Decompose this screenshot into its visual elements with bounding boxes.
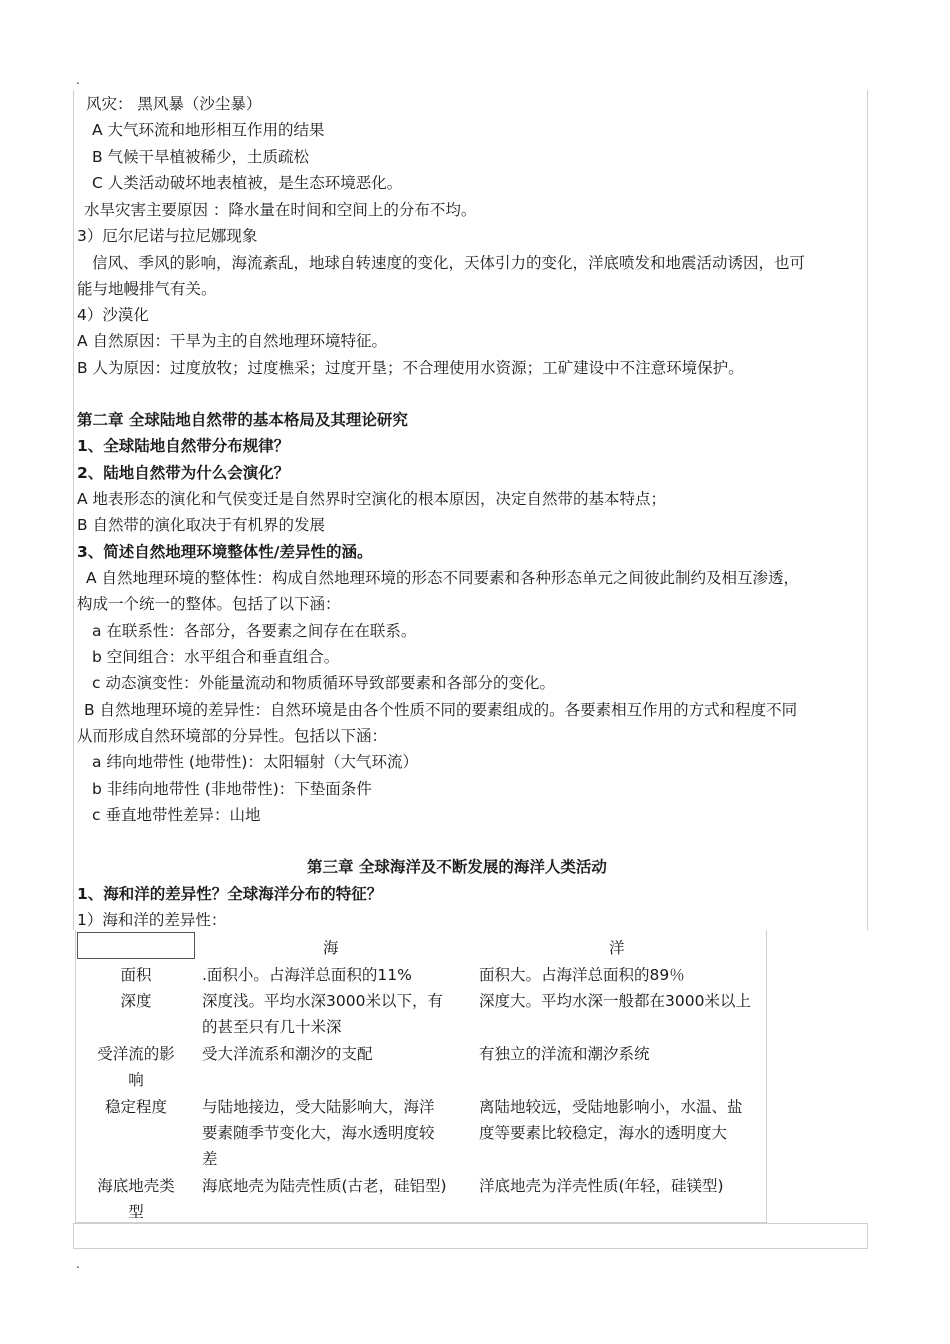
question-heading: 1、海和洋的差异性？全球海洋分布的特征？ bbox=[77, 885, 383, 903]
footer-frame bbox=[73, 1223, 868, 1249]
text-line: B 气候干旱植被稀少，土质疏松 bbox=[92, 148, 310, 166]
text-line: 4）沙漠化 bbox=[77, 306, 149, 324]
text-line: c 动态演变性：外能量流动和物质循环导致部要素和各部分的变化。 bbox=[92, 674, 555, 692]
text-line: 水旱灾害主要原因 ：降水量在时间和空间上的分布不均。 bbox=[84, 201, 477, 219]
table-cell-ocean: 洋底地壳为洋壳性质(年轻，硅镁型) bbox=[479, 1177, 724, 1195]
text-line: C 人类活动破坏地表植被，是生态环境恶化。 bbox=[92, 174, 403, 192]
table-cell-ocean: 有独立的洋流和潮汐系统 bbox=[479, 1045, 650, 1063]
table-row-label: 稳定程度 bbox=[104, 1098, 167, 1116]
page-mark-bottom: . bbox=[76, 1257, 80, 1271]
text-line: c 垂直地带性差异：山地 bbox=[92, 806, 261, 824]
chapter-heading: 第三章 全球海洋及不断发展的海洋人类活动 bbox=[307, 858, 607, 876]
text-line: 能与地幔排气有关。 bbox=[77, 280, 217, 298]
question-heading: 3、简述自然地理环境整体性/差异性的涵。 bbox=[77, 543, 373, 561]
text-line: 1）海和洋的差异性： bbox=[77, 911, 227, 929]
text-line: b 空间组合：水平组合和垂直组合。 bbox=[92, 648, 340, 666]
text-line: 风灾： 黑风暴（沙尘暴） bbox=[86, 95, 262, 113]
text-line: B 自然带的演化取决于有机界的发展 bbox=[77, 516, 326, 534]
text-line: A 地表形态的演化和气侯变迁是自然界时空演化的根本原因，决定自然带的基本特点； bbox=[77, 490, 667, 508]
table-cell-ocean: 离陆地较远，受陆地影响小，水温、盐 度等要素比较稳定，海水的透明度大 bbox=[479, 1098, 743, 1142]
table-cell-ocean: 面积大。占海洋总面积的89％ bbox=[479, 966, 685, 984]
text-line: A 自然原因：干旱为主的自然地理环境特征。 bbox=[77, 332, 388, 350]
chapter-heading: 第二章 全球陆地自然带的基本格局及其理论研究 bbox=[77, 411, 408, 429]
text-line: a 在联系性：各部分，各要素之间存在在联系。 bbox=[92, 622, 417, 640]
page-mark-top: . bbox=[76, 73, 80, 87]
table-row-label: 面积 bbox=[120, 966, 152, 984]
table-row-label: 受洋流的影 响 bbox=[97, 1045, 175, 1089]
table-header-sea: 海 bbox=[323, 939, 339, 957]
text-line: 从而形成自然环境部的分异性。包括以下涵： bbox=[77, 727, 388, 745]
table-cell-sea: 深度浅。平均水深3000米以下，有 的甚至只有几十米深 bbox=[202, 992, 443, 1036]
table-cell-sea: 海底地壳为陆壳性质(古老，硅铝型) bbox=[202, 1177, 447, 1195]
table-cell-ocean: 深度大。平均水深一般都在3000米以上 bbox=[479, 992, 751, 1010]
table-row-label: 深度 bbox=[120, 992, 152, 1010]
text-line: 信风、季风的影响，海流紊乱，地球自转速度的变化，天体引力的变化，洋底喷发和地震活动诱因，也可 bbox=[92, 254, 806, 272]
text-line: B 自然地理环境的差异性：自然环境是由各个性质不同的要素组成的。各要素相互作用的方式和程度不同 bbox=[84, 701, 798, 719]
text-line: a 纬向地带性 (地带性)：太阳辐射（大气环流） bbox=[92, 753, 418, 771]
text-line: A 大气环流和地形相互作用的结果 bbox=[92, 121, 325, 139]
question-heading: 2、陆地自然带为什么会演化？ bbox=[77, 464, 290, 482]
table-cell-sea: 受大洋流系和潮汐的支配 bbox=[202, 1045, 373, 1063]
table-cell-sea: 与陆地接边，受大陆影响大，海洋 要素随季节变化大，海水透明度较 差 bbox=[202, 1098, 435, 1168]
table-header-empty-cell bbox=[77, 932, 195, 959]
text-line: 3）厄尔尼诺与拉尼娜现象 bbox=[77, 227, 258, 245]
question-heading: 1、全球陆地自然带分布规律？ bbox=[77, 437, 290, 455]
table-row-label: 海底地壳类 型 bbox=[97, 1177, 175, 1221]
table-header-ocean: 洋 bbox=[609, 939, 625, 957]
table-cell-sea: .面积小。占海洋总面积的11% bbox=[202, 966, 412, 984]
text-line: 构成一个统一的整体。包括了以下涵： bbox=[77, 595, 341, 613]
text-line: B 人为原因：过度放牧；过度樵采；过度开垦；不合理使用水资源；工矿建设中不注意环境保护。 bbox=[77, 359, 744, 377]
text-line: b 非纬向地带性 (非地带性)：下垫面条件 bbox=[92, 780, 372, 798]
text-line: A 自然地理环境的整体性：构成自然地理环境的形态不同要素和各种形态单元之间彼此制约及相互渗透， bbox=[86, 569, 800, 587]
